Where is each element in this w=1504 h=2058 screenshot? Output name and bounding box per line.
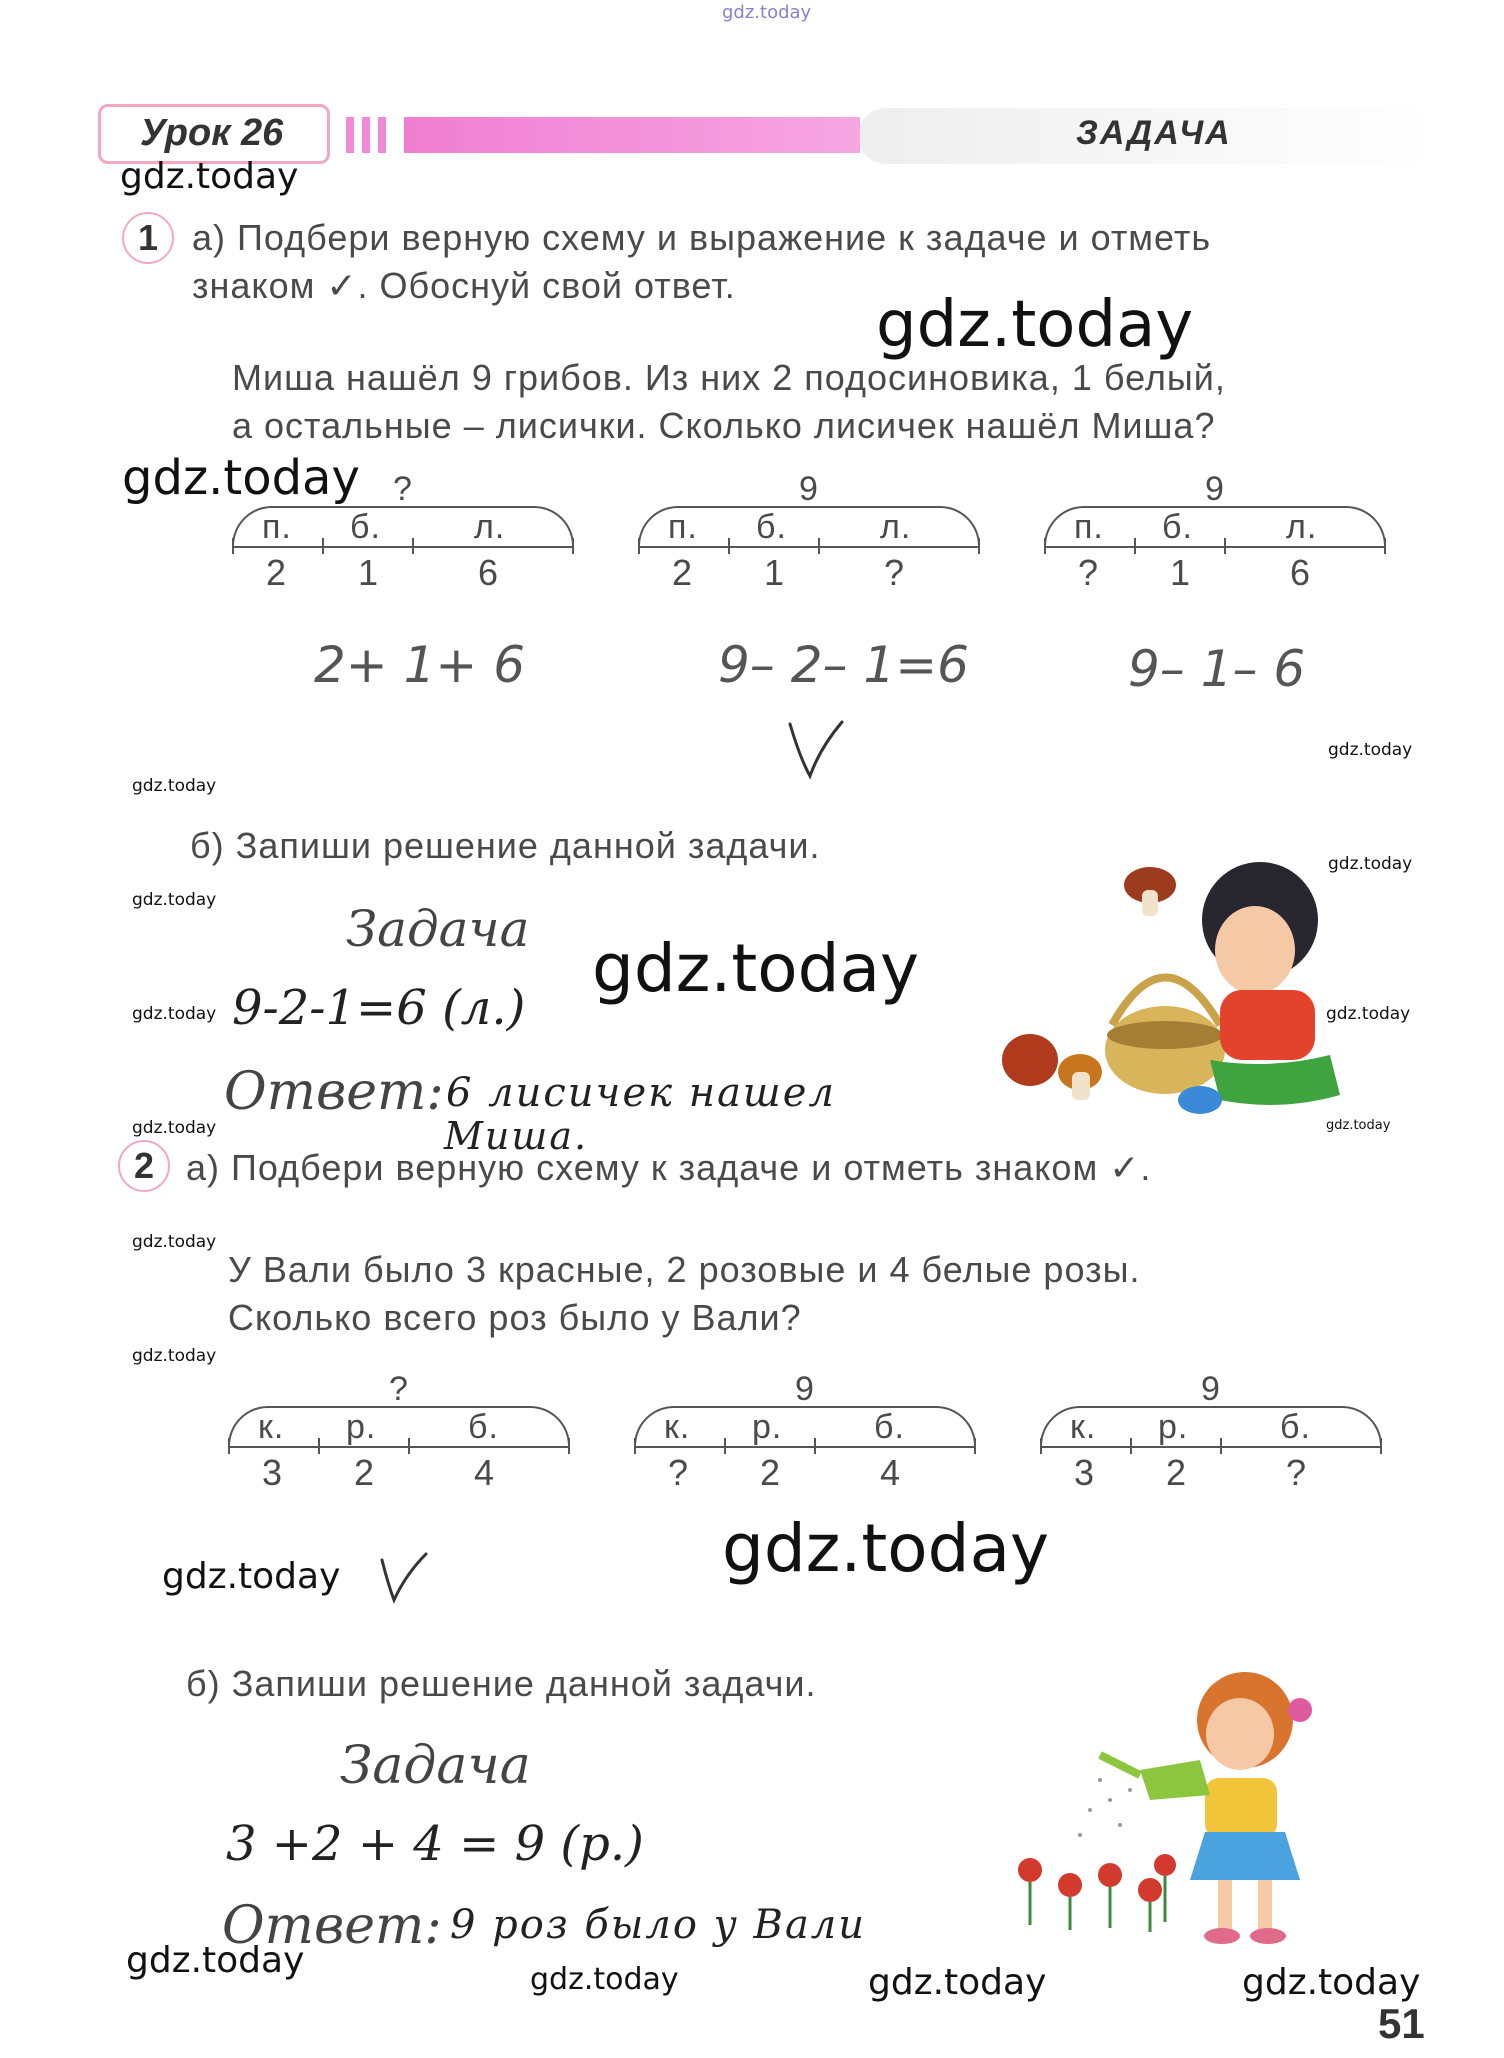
scheme-label: л. bbox=[1286, 508, 1318, 546]
scheme-label: б. bbox=[468, 1408, 499, 1446]
scheme-label: л. bbox=[880, 508, 912, 546]
scheme-tick bbox=[228, 1438, 230, 1454]
scheme-label: б. bbox=[1162, 508, 1193, 546]
scheme-label: п. bbox=[1074, 508, 1104, 546]
task2-b-text: б) Запиши решение данной задачи. bbox=[186, 1663, 817, 1704]
task2-problem-line1: У Вали было 3 красные, 2 розовые и 4 белые розы. bbox=[228, 1249, 1141, 1290]
scheme-tick bbox=[1224, 538, 1226, 554]
scheme-value: 2 bbox=[354, 1452, 376, 1493]
scheme-tick bbox=[1134, 538, 1136, 554]
task1-hand-answer-line2: Миша. bbox=[444, 1114, 589, 1158]
scheme-value: 3 bbox=[1074, 1452, 1096, 1493]
scheme-tick bbox=[1384, 538, 1386, 554]
scheme-tick bbox=[978, 538, 980, 554]
task2-hand-title: Задача bbox=[340, 1736, 531, 1796]
scheme-value: 1 bbox=[358, 552, 380, 593]
watermark: gdz.today bbox=[132, 1118, 217, 1138]
scheme-tick bbox=[412, 538, 414, 554]
scheme-tick bbox=[638, 538, 640, 554]
scheme-label: б. bbox=[874, 1408, 905, 1446]
lesson-label: Урок 26 bbox=[140, 112, 284, 154]
scheme-tick bbox=[1220, 1438, 1222, 1454]
scheme-label: б. bbox=[756, 508, 787, 546]
task1-problem-line1: Миша нашёл 9 грибов. Из них 2 подосиновика, 1 белый, bbox=[232, 357, 1226, 398]
scheme-tick bbox=[634, 1438, 636, 1454]
check-mark-icon bbox=[378, 1550, 430, 1604]
watermark: gdz.today bbox=[1242, 1962, 1421, 2003]
scheme-tick bbox=[1040, 1438, 1042, 1454]
scheme-value: ? bbox=[668, 1452, 690, 1493]
watermark: gdz.today bbox=[132, 890, 217, 910]
scheme-top: 9 bbox=[1201, 1370, 1221, 1408]
scheme-value: 3 bbox=[262, 1452, 284, 1493]
scheme-tick bbox=[1130, 1438, 1132, 1454]
header-stripe bbox=[346, 117, 860, 153]
task1-scheme-2 bbox=[638, 470, 980, 593]
scheme-top: ? bbox=[389, 1370, 409, 1408]
task1-number: 1 bbox=[122, 212, 174, 264]
task2-a-text: а) Подбери верную схему к задаче и отметь знаком ✓. bbox=[186, 1147, 1152, 1188]
task2-hand-answer-label: Ответ: bbox=[222, 1896, 442, 1956]
watermark: gdz.today bbox=[1326, 1004, 1411, 1024]
scheme-tick bbox=[728, 538, 730, 554]
scheme-tick bbox=[818, 538, 820, 554]
scheme-tick bbox=[974, 1438, 976, 1454]
scheme-label: к. bbox=[1070, 1408, 1097, 1446]
scheme-label: к. bbox=[258, 1408, 285, 1446]
scheme-value: ? bbox=[884, 552, 906, 593]
task2-scheme-3 bbox=[1040, 1370, 1382, 1493]
scheme-tick bbox=[322, 538, 324, 554]
girl-watering-flowers-illustration bbox=[1000, 1660, 1340, 1950]
scheme-label: б. bbox=[1280, 1408, 1311, 1446]
task1-scheme-3 bbox=[1044, 470, 1386, 593]
watermark: gdz.today bbox=[132, 1004, 217, 1024]
scheme-tick bbox=[318, 1438, 320, 1454]
watermark: gdz.today bbox=[132, 1232, 217, 1252]
scheme-label: р. bbox=[346, 1408, 377, 1446]
watermark: gdz.today bbox=[876, 288, 1194, 362]
task1-expression-3: 9– 1– 6 bbox=[1128, 640, 1306, 698]
scheme-label: р. bbox=[752, 1408, 783, 1446]
check-mark-icon bbox=[786, 718, 846, 780]
task1-hand-title: Задача bbox=[346, 900, 530, 958]
task2-number: 2 bbox=[118, 1140, 170, 1192]
scheme-value: 4 bbox=[474, 1452, 496, 1493]
task2-hand-answer-text: 9 роз было у Вали bbox=[450, 1902, 867, 1948]
watermark: gdz.today bbox=[1328, 740, 1413, 760]
page-title: ЗАДАЧА bbox=[1076, 114, 1232, 152]
watermark: gdz.today bbox=[120, 156, 299, 197]
task1-hand-answer-label: Ответ: bbox=[224, 1062, 444, 1122]
task2-scheme-1 bbox=[228, 1370, 570, 1493]
scheme-top: ? bbox=[393, 470, 413, 508]
task1-hand-answer-line1: 6 лисичек нашел bbox=[446, 1070, 836, 1116]
watermark: gdz.today bbox=[592, 930, 920, 1007]
scheme-value: 2 bbox=[760, 1452, 782, 1493]
scheme-label: л. bbox=[474, 508, 506, 546]
watermark: gdz.today bbox=[126, 1940, 305, 1981]
watermark: gdz.today bbox=[1328, 854, 1413, 874]
scheme-tick bbox=[1380, 1438, 1382, 1454]
scheme-label: б. bbox=[350, 508, 381, 546]
scheme-value: 1 bbox=[1170, 552, 1192, 593]
scheme-value: ? bbox=[1286, 1452, 1308, 1493]
task1-problem-line2: а остальные – лисички. Сколько лисичек нашёл Миша? bbox=[232, 405, 1216, 446]
scheme-value: 6 bbox=[1290, 552, 1312, 593]
watermark: gdz.today bbox=[530, 1962, 679, 1997]
task2-scheme-2 bbox=[634, 1370, 976, 1493]
scheme-label: п. bbox=[262, 508, 292, 546]
scheme-value: 2 bbox=[1166, 1452, 1188, 1493]
scheme-value: 6 bbox=[478, 552, 500, 593]
task1-a-line1: а) Подбери верную схему и выражение к задаче и отметь bbox=[192, 217, 1212, 258]
watermark: gdz.today bbox=[1326, 1118, 1391, 1133]
scheme-tick bbox=[568, 1438, 570, 1454]
task2-hand-solution: 3 +2 + 4 = 9 (р.) bbox=[226, 1816, 644, 1872]
task2-problem-line2: Сколько всего роз было у Вали? bbox=[228, 1297, 802, 1338]
task1-expression-2: 9– 2– 1=6 bbox=[718, 636, 969, 694]
watermark: gdz.today bbox=[722, 1510, 1050, 1587]
scheme-value: ? bbox=[1078, 552, 1100, 593]
watermark: gdz.today bbox=[868, 1962, 1047, 2003]
task1-hand-solution: 9-2-1=6 (л.) bbox=[232, 980, 526, 1036]
scheme-value: 2 bbox=[266, 552, 288, 593]
scheme-label: р. bbox=[1158, 1408, 1189, 1446]
scheme-tick bbox=[408, 1438, 410, 1454]
scheme-top: 9 bbox=[795, 1370, 815, 1408]
watermark: gdz.today bbox=[122, 450, 360, 506]
scheme-top: 9 bbox=[799, 470, 819, 508]
scheme-value: 1 bbox=[764, 552, 786, 593]
scheme-tick bbox=[1044, 538, 1046, 554]
top-watermark: gdz.today bbox=[722, 2, 812, 23]
task1-b-text: б) Запиши решение данной задачи. bbox=[190, 825, 821, 866]
watermark: gdz.today bbox=[162, 1556, 341, 1597]
scheme-top: 9 bbox=[1205, 470, 1225, 508]
scheme-tick bbox=[232, 538, 234, 554]
scheme-tick bbox=[572, 538, 574, 554]
task1-a-line2: знаком ✓. Обоснуй свой ответ. bbox=[192, 265, 736, 306]
scheme-value: 4 bbox=[880, 1452, 902, 1493]
boy-with-mushrooms-illustration bbox=[990, 850, 1360, 1130]
scheme-value: 2 bbox=[672, 552, 694, 593]
scheme-tick bbox=[814, 1438, 816, 1454]
task1-expression-1: 2+ 1+ 6 bbox=[314, 636, 526, 694]
page-number: 51 bbox=[1378, 2000, 1425, 2047]
scheme-label: к. bbox=[664, 1408, 691, 1446]
watermark: gdz.today bbox=[132, 776, 217, 796]
watermark: gdz.today bbox=[132, 1346, 217, 1366]
scheme-label: п. bbox=[668, 508, 698, 546]
scheme-tick bbox=[724, 1438, 726, 1454]
